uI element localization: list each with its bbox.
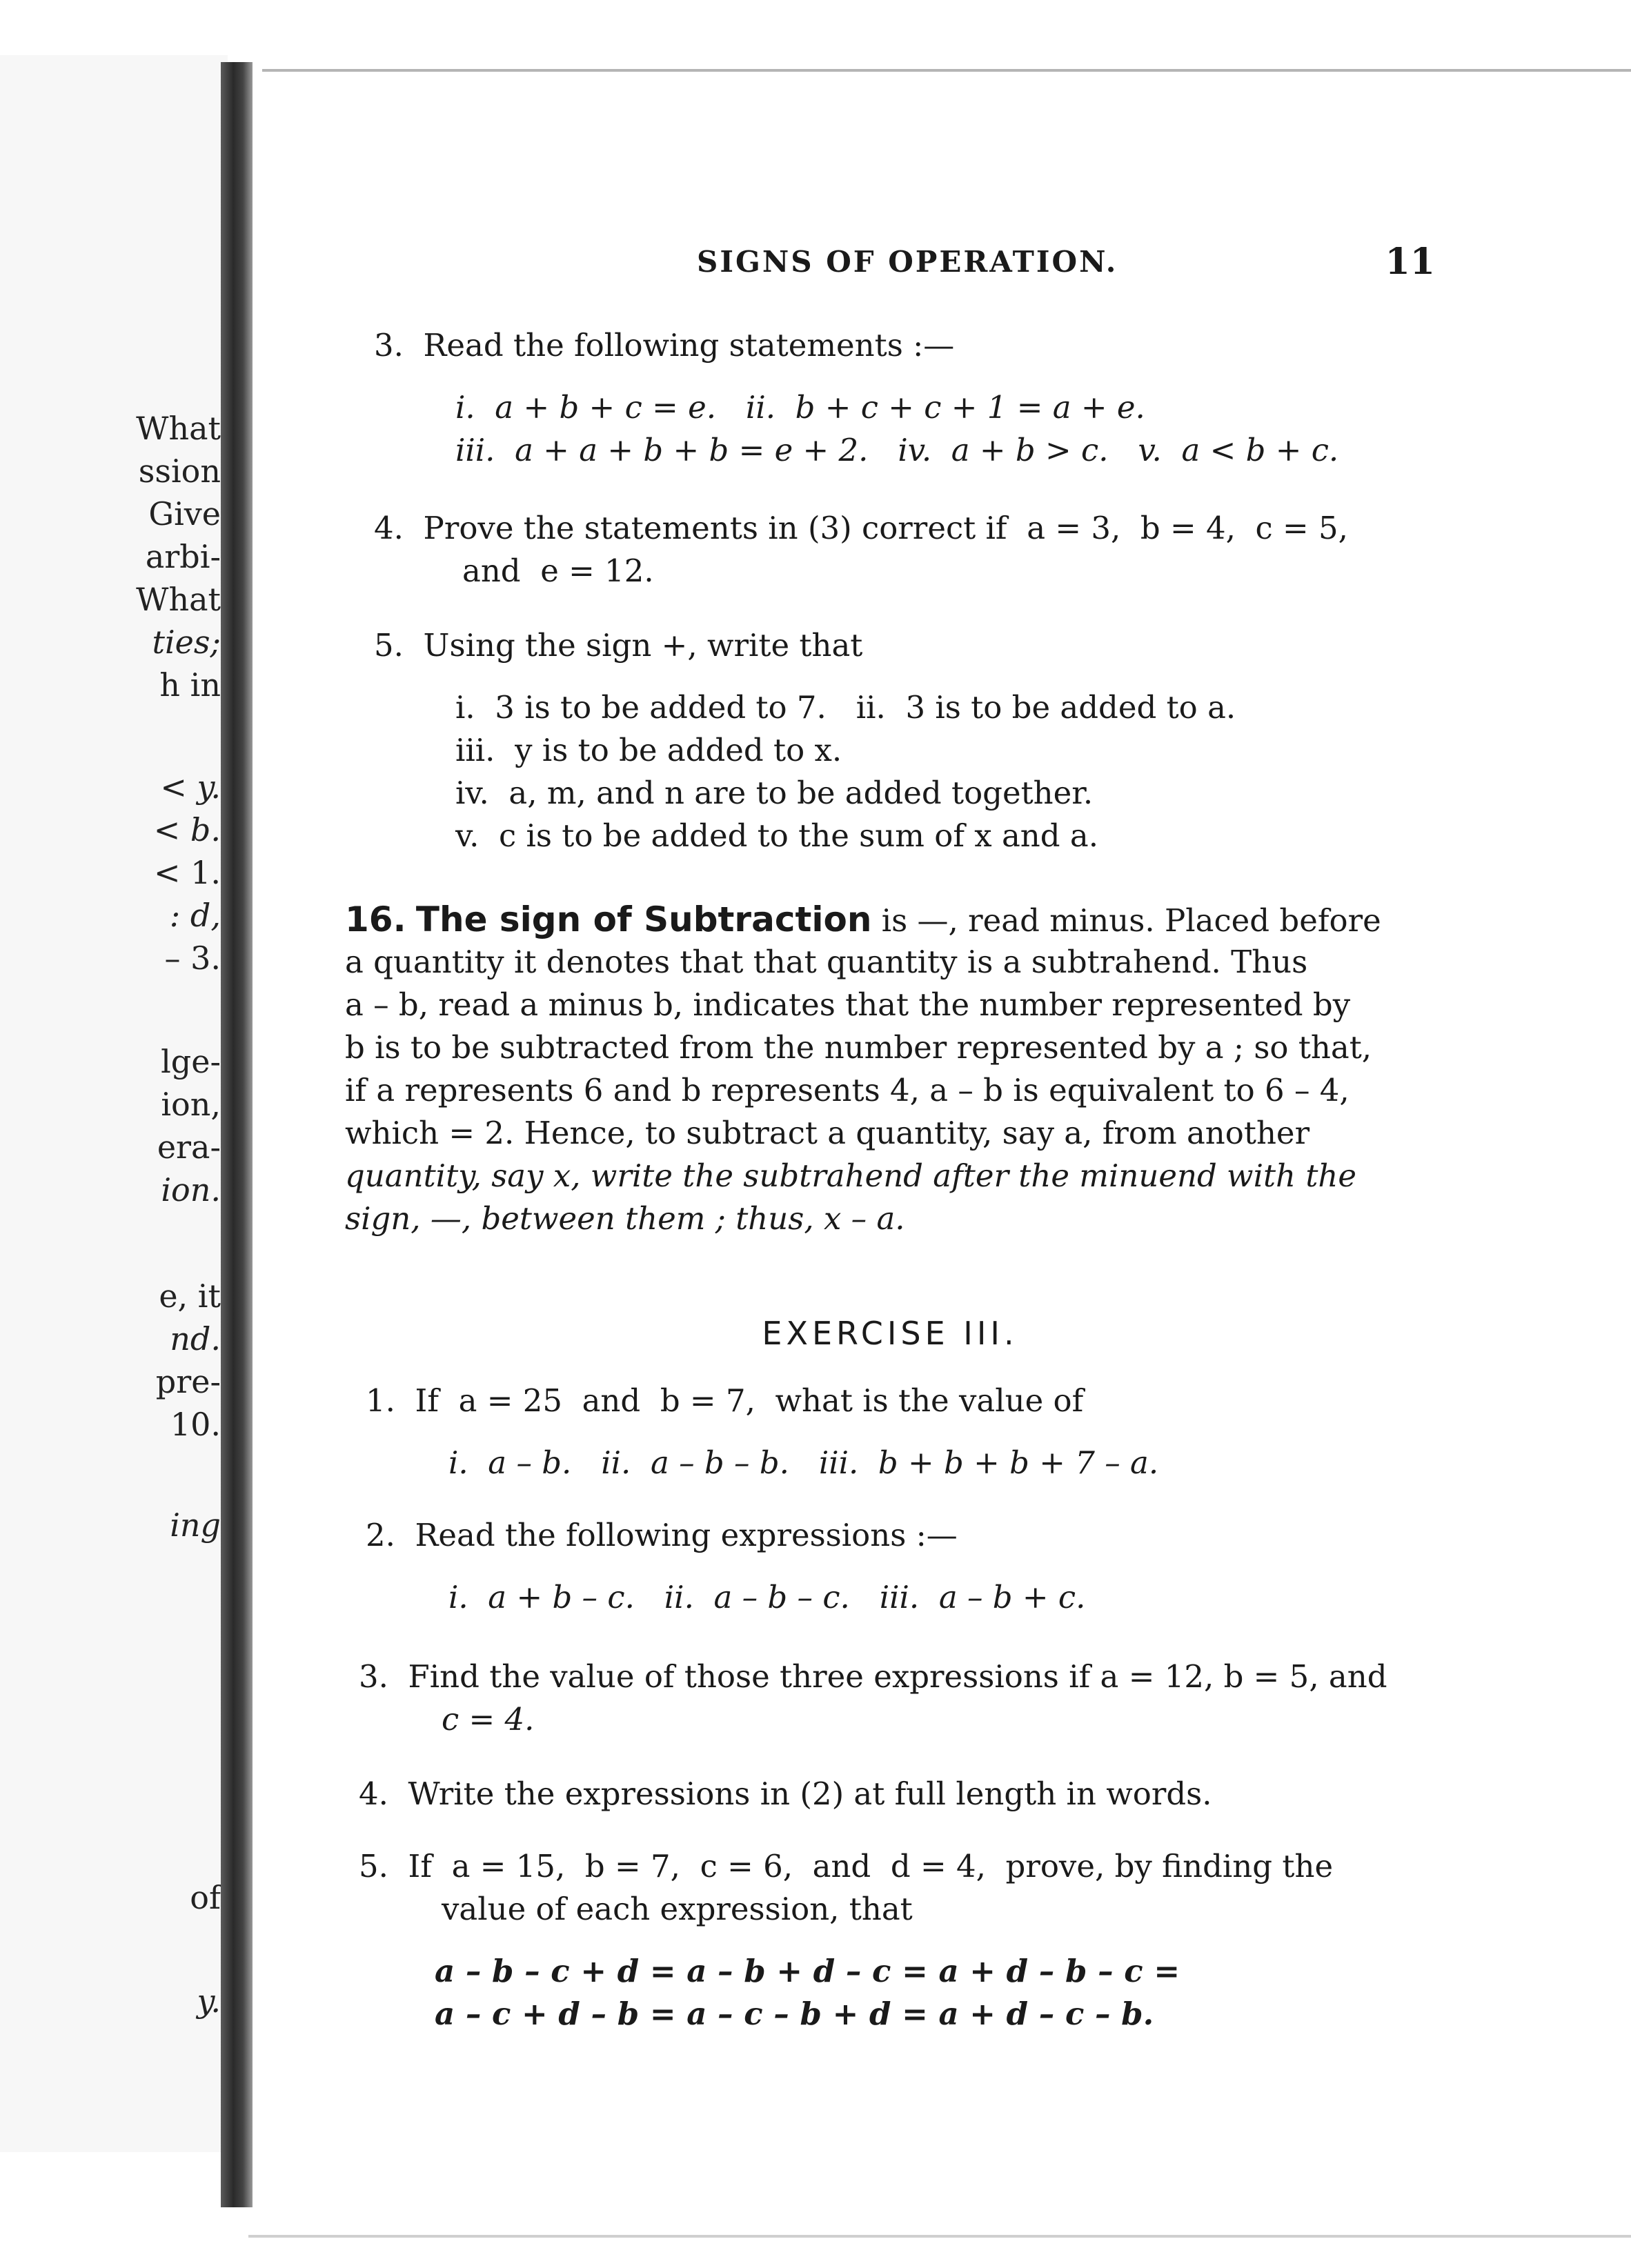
statement-line: v. c is to be added to the sum of x and a. (455, 817, 1099, 854)
running-header (697, 241, 1435, 293)
prev-page-fragment: e, it (159, 1277, 221, 1315)
prev-page-fragment: < 1. (153, 854, 221, 891)
prev-page-fragment: What (136, 410, 221, 447)
exercise-item (359, 1655, 1387, 1698)
prev-page-fragment: < y. (160, 768, 221, 806)
exercise-item (366, 1514, 958, 1557)
statement-line: iii. a + a + b + b = e + 2. iv. a + b > c. v. a < b + c. (455, 432, 1339, 468)
section-heading: The sign of Subtraction (415, 899, 872, 939)
item-subline: i. a + b – c. ii. a – b – c. iii. a – b + c. (448, 1579, 1086, 1615)
prev-page-fragment: – 3. (164, 939, 221, 977)
exercise-item (359, 1773, 1212, 1816)
section-text-line: sign, —, between them ; thus, x – a. (345, 1200, 905, 1237)
page-number: 11 (1385, 241, 1435, 283)
item-text: Read the following expressions :— (415, 1517, 958, 1553)
item-text: Read the following statements :— (423, 327, 955, 364)
item-number: 2. (366, 1517, 395, 1553)
exercise-item (374, 624, 862, 667)
prev-page-fragment: : d, (169, 897, 221, 934)
prev-page-fragment: h in (159, 666, 221, 704)
item-number: 5. (374, 627, 404, 664)
statement-line: iii. y is to be added to x. (455, 732, 842, 768)
statement-line: i. a + b + c = e. ii. b + c + c + 1 = a + e. (455, 389, 1145, 426)
prev-page-fragment: arbi- (145, 538, 221, 575)
prev-page-fragment: pre- (155, 1363, 221, 1400)
item-number: 3. (374, 327, 404, 364)
prev-page-fragment: 10. (170, 1406, 221, 1443)
item-number: 4. (374, 510, 404, 546)
item-text: Write the expressions in (2) at full length in words. (408, 1775, 1212, 1812)
page-bottom-edge (248, 2235, 1631, 2238)
prev-page-fragment: ion, (161, 1086, 221, 1123)
statement-line: i. 3 is to be added to 7. ii. 3 is to be added to a. (455, 689, 1236, 726)
prev-page-fragment: lge- (161, 1043, 221, 1080)
item-text: If a = 25 and b = 7, what is the value of (415, 1382, 1084, 1419)
prev-page-fragment: ing (170, 1506, 221, 1544)
item-text: Using the sign +, write that (423, 627, 863, 664)
item-number: 4. (359, 1775, 388, 1812)
prev-page-fragment: ssion (138, 452, 221, 490)
section-text-line: a quantity it denotes that that quantity is a subtrahend. Thus (345, 944, 1308, 980)
prev-page-fragment: era- (157, 1128, 221, 1166)
running-title: SIGNS OF OPERATION. (697, 245, 1118, 279)
prev-page-fragment: What (136, 581, 221, 618)
section-text-line: if a represents 6 and b represents 4, a – b is equivalent to 6 – 4, (345, 1072, 1350, 1108)
section-number: 16. (345, 899, 406, 939)
item-number: 3. (359, 1658, 388, 1695)
item-text: Prove the statements in (3) correct if a = 3, b = 4, c = 5, (423, 510, 1348, 546)
exercise-item (374, 324, 954, 367)
page-top-edge (262, 69, 1631, 72)
section-text-line: quantity, say x, write the subtrahend after the minuend with the (345, 1157, 1357, 1194)
item-subline: i. a – b. ii. a – b – b. iii. b + b + b + 7 – a. (448, 1444, 1159, 1481)
item-subline: c = 4. (442, 1701, 535, 1738)
item-text: Find the value of those three expressions if a = 12, b = 5, and (408, 1658, 1387, 1695)
prev-page-fragment: nd. (170, 1320, 221, 1357)
prev-page-fragment: Give (148, 495, 221, 533)
exercise-item (366, 1380, 1083, 1422)
item-number: 1. (366, 1382, 395, 1419)
exercise-item (359, 1845, 1333, 1888)
item-continuation: and e = 12. (462, 553, 654, 589)
section-text-line: is —, read minus. Placed before (881, 902, 1381, 939)
section-text-line: which = 2. Hence, to subtract a quantity, say a, from another (345, 1115, 1310, 1151)
equation-line: a – b – c + d = a – b + d – c = a + d – b – c = (435, 1953, 1180, 1989)
section-text-line: b is to be subtracted from the number represented by a ; so that, (345, 1029, 1372, 1066)
item-continuation: value of each expression, that (442, 1891, 913, 1927)
prev-page-fragment: < b. (153, 811, 221, 848)
book-gutter (221, 62, 253, 2207)
item-number: 5. (359, 1848, 388, 1884)
equation-line: a – c + d – b = a – c – b + d = a + d – c – b. (435, 1996, 1154, 2032)
exercise-heading: EXERCISE III. (762, 1315, 1018, 1352)
prev-page-fragment: ties; (152, 624, 221, 661)
statement-line: iv. a, m, and n are to be added together. (455, 775, 1094, 811)
prev-page-fragment: of (190, 1879, 221, 1916)
section-text-line: a – b, read a minus b, indicates that the number represented by (345, 986, 1351, 1023)
section-16-first-line (345, 898, 1381, 942)
exercise-item (374, 507, 1348, 550)
prev-page-fragment: ion. (161, 1171, 221, 1208)
prev-page-fragment: y. (197, 1982, 221, 2020)
item-text: If a = 15, b = 7, c = 6, and d = 4, prove, by finding the (408, 1848, 1334, 1884)
